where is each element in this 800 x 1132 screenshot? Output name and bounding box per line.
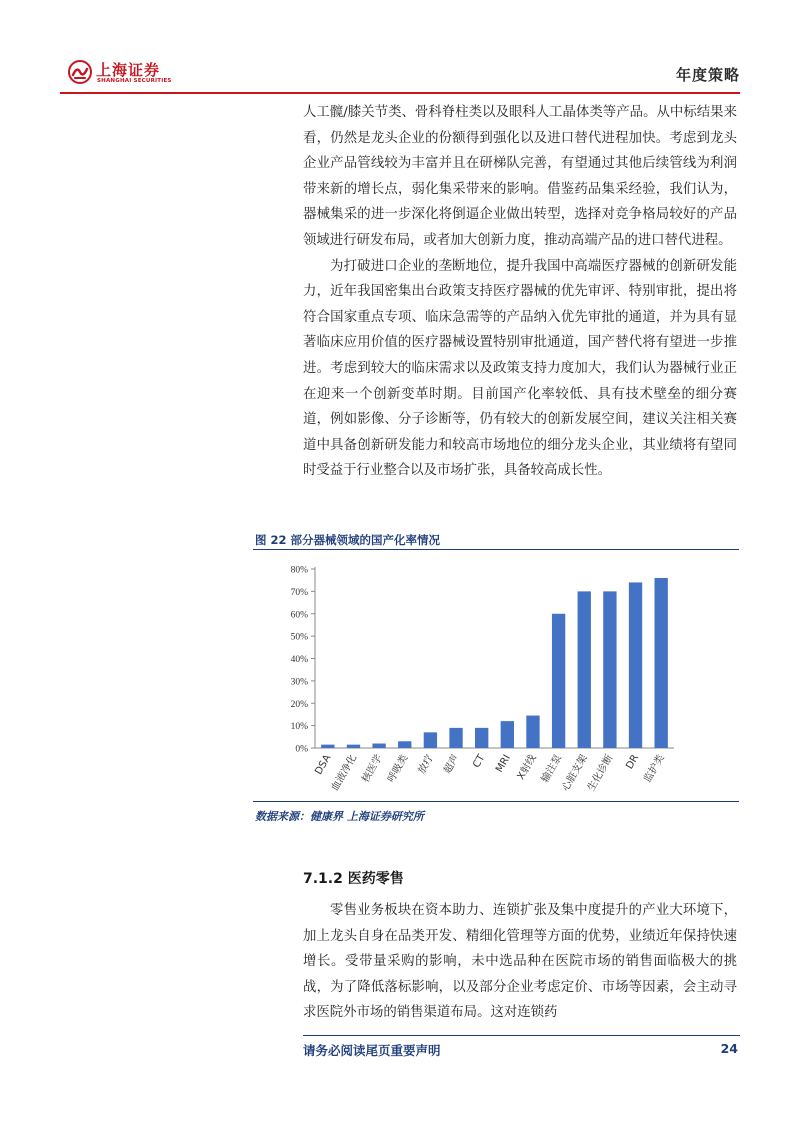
logo-english-name: SHANGHAI SECURITIES	[97, 78, 172, 84]
company-logo	[60, 54, 200, 90]
section-title: 7.1.2 医药零售	[303, 871, 404, 887]
bar-5	[449, 728, 462, 748]
x-category-label: X射线	[515, 753, 539, 782]
figure-top-rule	[253, 549, 739, 550]
x-category-label: 呼吸类	[385, 753, 411, 785]
figure-title: 图 22 部分器械领域的国产化率情况	[255, 533, 441, 547]
bar-8	[526, 716, 539, 748]
bar-7	[501, 721, 514, 748]
y-tick-label: 70%	[290, 587, 308, 598]
bar-11	[603, 591, 616, 748]
x-category-label: MRI	[494, 753, 513, 775]
bar-chart-svg	[253, 551, 739, 801]
x-category-label: 输注泵	[539, 753, 565, 785]
x-category-label: 血液净化	[329, 753, 360, 794]
x-category-label: 核医学	[360, 753, 385, 785]
bar-3	[398, 741, 411, 748]
bar-6	[475, 728, 488, 748]
x-category-label: 超声	[442, 753, 462, 776]
paragraph-policy: 为打破进口企业的垄断地位，提升我国中高端医疗器械的创新研发能力，近年我国密集出台政策支持医疗器械的优先审评、特别审批，提出将符合国家重点专项、临床急需等的产品纳入优先审批的通道，并为具有显著临床应用价值的医疗器械设置特别审批通道，国产替代将有望进一步推进。考虑到较大的临床需求以及政策支持力度加大，我们认为器械行业正在迎来一个创新变革时期。目前国产化率较低、具有技术壁垒的细分赛道，例如影像、分子诊断等，仍有较大的创新发展空间，建议关注相关赛道中具备创新研发能力和较高市场地位的细分龙头企业，其业绩将有望同时受益于行业整合以及市场扩张，具备较高成长性。	[303, 258, 737, 479]
x-category-label: 生化诊断	[585, 753, 616, 794]
x-category-label: DSA	[313, 753, 334, 777]
y-tick-label: 40%	[290, 655, 308, 665]
y-tick-label: 60%	[290, 610, 308, 621]
paragraph-procurement: 人工髋/膝关节类、骨科脊柱类以及眼科人工晶体类等产品。从中标结果来看，仍然是龙头企业的份额得到强化以及进口替代进程加快。考虑到龙头企业产品管线较为丰富并且在研梯队完善，有望通过其他后续管线为利润带来新的增长点，弱化集采带来的影响。借鉴药品集采经验，我们认为，器械集采的进一步深化将倒逼企业做出转型，选择对竞争格局较好的产品领域进行研发布局，或者加大创新力度，推动高端产品的进口替代进程。	[303, 105, 737, 248]
y-tick-label: 20%	[290, 699, 308, 710]
page-number: 24	[720, 1041, 738, 1056]
figure-bottom-rule	[253, 801, 739, 802]
y-tick-label: 80%	[290, 565, 308, 576]
footer-divider	[303, 1035, 740, 1036]
y-tick-label: 10%	[290, 722, 308, 733]
x-category-label: CT	[471, 753, 488, 770]
y-tick-label: 30%	[290, 677, 308, 688]
x-category-label: DR	[624, 753, 642, 772]
bar-0	[321, 745, 334, 748]
bar-1	[347, 745, 360, 748]
y-tick-label: 0%	[295, 744, 308, 755]
logo-chinese-name: 上海证券	[96, 61, 161, 79]
bar-13	[655, 578, 668, 748]
page-header	[60, 54, 740, 92]
y-tick-label: 50%	[290, 632, 308, 643]
report-type-label: 年度策略	[675, 66, 740, 84]
bar-9	[552, 614, 565, 748]
x-category-label: 放疗	[416, 753, 436, 776]
footer-disclaimer: 请务必阅读尾页重要声明	[303, 1043, 441, 1058]
bar-2	[372, 744, 385, 748]
bar-4	[424, 732, 437, 748]
localization-rate-chart	[253, 551, 739, 801]
paragraph-retail: 零售业务板块在资本助力、连锁扩张及集中度提升的产业大环境下，加上龙头自身在品类开发、精细化管理等方面的优势，业绩近年保持快速增长。受带量采购的影响，未中选品种在医院市场的销售面临极大的挑战，为了降低落标影响，以及部分企业考虑定价、市场等因素，会主动寻求医院外市场的销售渠道布局。这对连锁药	[303, 903, 737, 1021]
figure-source: 数据来源：健康界 上海证券研究所	[255, 810, 424, 823]
bar-10	[578, 591, 591, 748]
x-category-label: 监护类	[642, 753, 667, 785]
logo-emblem-icon	[68, 60, 92, 84]
x-category-label: 心脏支架	[560, 753, 590, 794]
body-text-block	[303, 100, 737, 484]
bar-12	[629, 582, 642, 748]
header-divider	[60, 92, 740, 94]
section-text-block	[303, 898, 737, 1026]
